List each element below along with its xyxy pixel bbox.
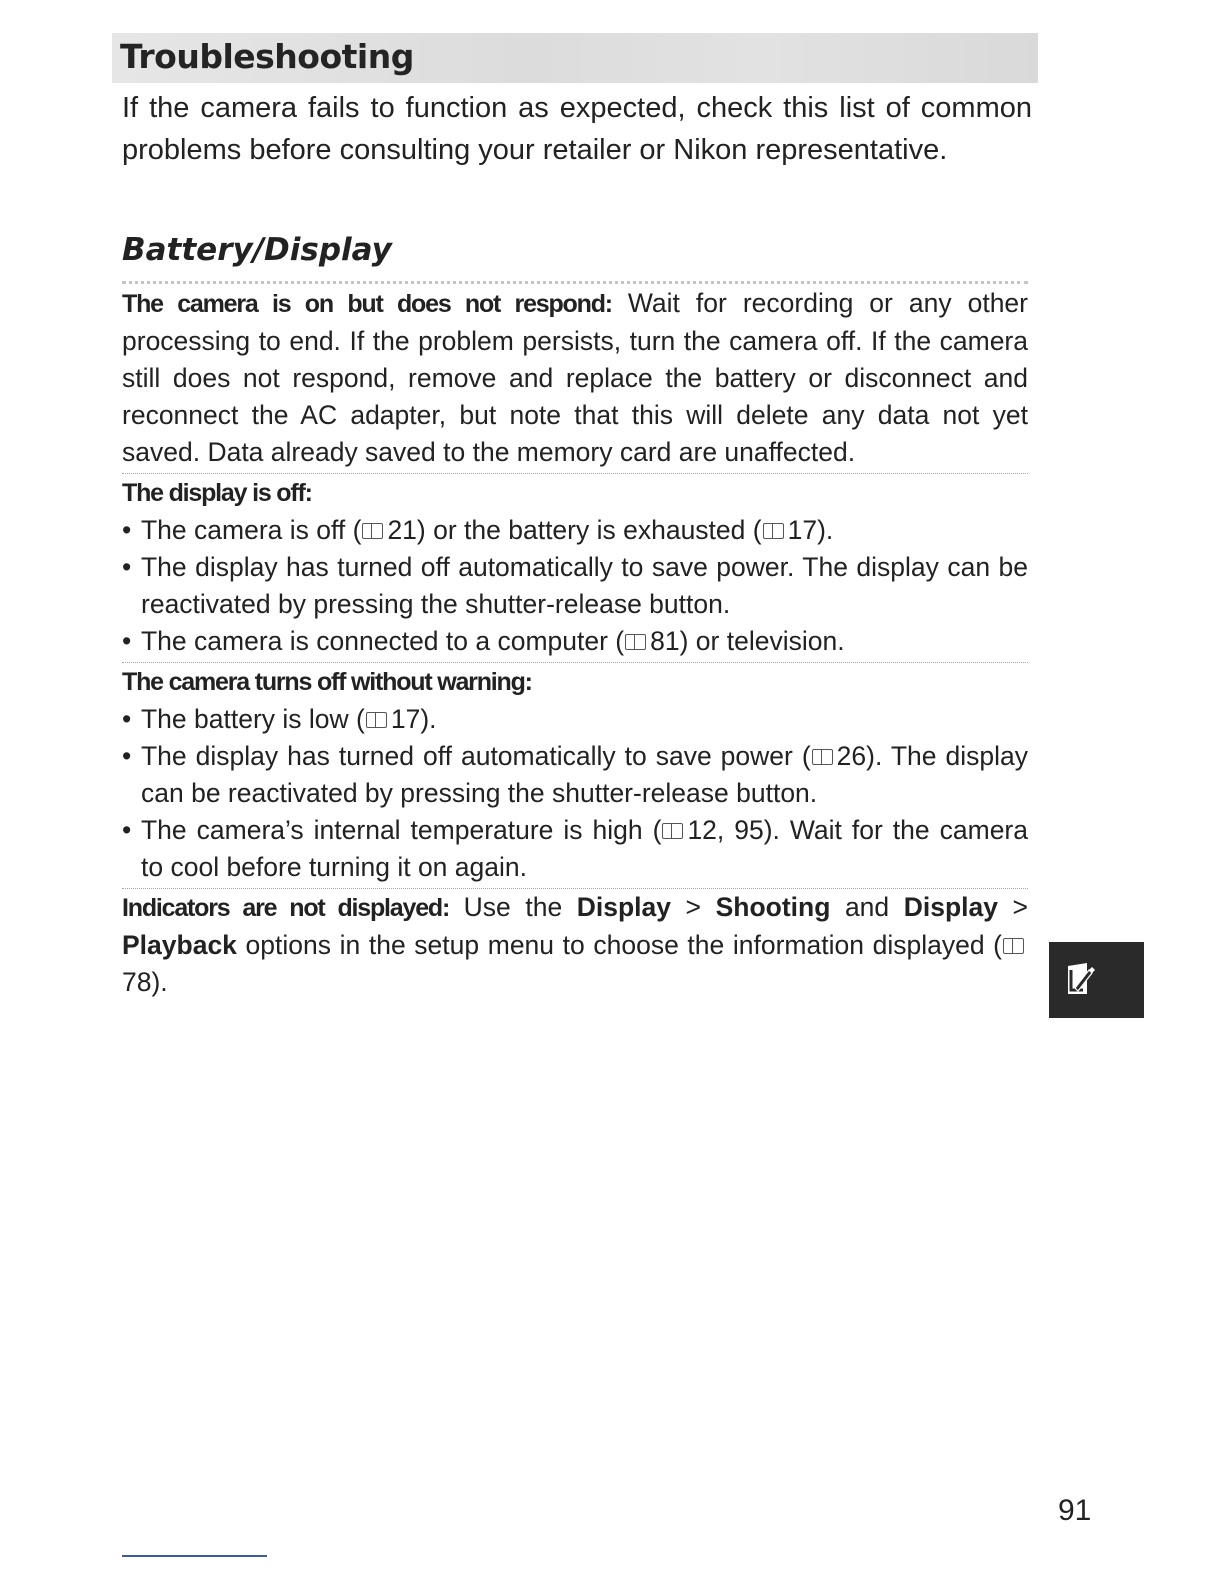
entry-turns-off xyxy=(122,663,1028,889)
book-icon xyxy=(662,823,683,839)
bullet-icon: • xyxy=(122,741,132,771)
section-heading: Battery/Display xyxy=(122,232,392,268)
troubleshooting-tab-icon xyxy=(1065,960,1095,998)
book-icon xyxy=(812,749,833,765)
entry-display-off xyxy=(122,474,1028,663)
page-title: Troubleshooting xyxy=(120,37,414,76)
bullet-list xyxy=(122,701,1028,886)
list-item xyxy=(122,549,1028,623)
bullet-icon: • xyxy=(122,815,132,845)
menu-display: Display xyxy=(576,892,671,922)
footer-rule xyxy=(122,1555,267,1557)
menu-playback: Playback xyxy=(122,930,237,960)
book-icon xyxy=(1003,938,1024,954)
troubleshooting-list xyxy=(122,285,1028,1003)
bullet-icon: • xyxy=(122,515,132,545)
book-icon xyxy=(362,523,383,539)
book-icon xyxy=(625,634,646,650)
item-text: 26). The display can be reactivated by pressing the shutter-release button. xyxy=(141,741,1028,808)
list-item xyxy=(122,512,1028,549)
item-text: The camera is off ( xyxy=(141,515,362,545)
entry-lead: Indicators are not displayed: xyxy=(122,894,450,922)
entry-text xyxy=(122,285,1028,471)
item-text: 21) or the battery is exhausted ( xyxy=(387,515,762,545)
list-item xyxy=(122,738,1028,812)
intro-paragraph: If the camera fails to function as expected, check this list of common problems before consulting your retailer or Nikon representative. xyxy=(122,92,1032,166)
page-number: 91 xyxy=(1058,1494,1092,1527)
list-item xyxy=(122,701,1028,738)
item-text: 17). xyxy=(787,515,834,545)
book-icon xyxy=(366,712,387,728)
entry-text xyxy=(122,663,1028,701)
entry-body: options in the setup menu to choose the information displayed ( xyxy=(236,930,1002,960)
entry-indicators xyxy=(122,889,1028,1003)
entry-body: 78). xyxy=(122,967,168,997)
title-bar xyxy=(112,33,1038,83)
item-text: 81) or television. xyxy=(650,626,845,656)
troubleshooting-tab xyxy=(1049,942,1144,1018)
entry-body: Use the xyxy=(449,892,577,922)
item-text: The camera is connected to a computer ( xyxy=(141,626,625,656)
entry-not-respond xyxy=(122,285,1028,474)
entry-body: and xyxy=(830,892,904,922)
list-item xyxy=(122,623,1028,660)
item-text: The display has turned off automatically to save power ( xyxy=(141,741,811,771)
entry-text xyxy=(122,889,1028,1001)
item-text: 17). xyxy=(390,704,437,734)
menu-shooting: Shooting xyxy=(715,892,831,922)
item-text: The camera’s internal temperature is high ( xyxy=(141,815,662,845)
bullet-icon: • xyxy=(122,704,132,734)
bullet-list xyxy=(122,512,1028,660)
item-text: The display has turned off automatically to save power. The display can be reactivated by pressing the shutter-release button. xyxy=(141,552,1028,619)
entry-lead: The camera is on but does not respond: xyxy=(122,290,612,318)
separator: > xyxy=(997,892,1028,922)
item-text: The battery is low ( xyxy=(141,704,365,734)
entry-body: Wait for recording or any other processing to end. If the problem persists, turn the camera off. If the camera still does not respond, remove and replace the battery or disconnect and reconnect the AC adapter, but note that this will delete any data not yet saved. Data already saved to the memory card are unaffected. xyxy=(122,288,1028,467)
list-item xyxy=(122,812,1028,886)
section-divider xyxy=(122,281,1028,284)
book-icon xyxy=(763,523,784,539)
item-text: 12, 95). Wait for the camera to cool before turning it on again. xyxy=(141,815,1028,882)
bullet-icon: • xyxy=(122,626,132,656)
bullet-icon: • xyxy=(122,552,132,582)
entry-lead: The camera turns off without warning: xyxy=(122,668,532,696)
entry-text xyxy=(122,474,1028,512)
menu-display: Display xyxy=(903,892,998,922)
entry-lead: The display is off: xyxy=(122,479,312,507)
separator: > xyxy=(671,892,716,922)
